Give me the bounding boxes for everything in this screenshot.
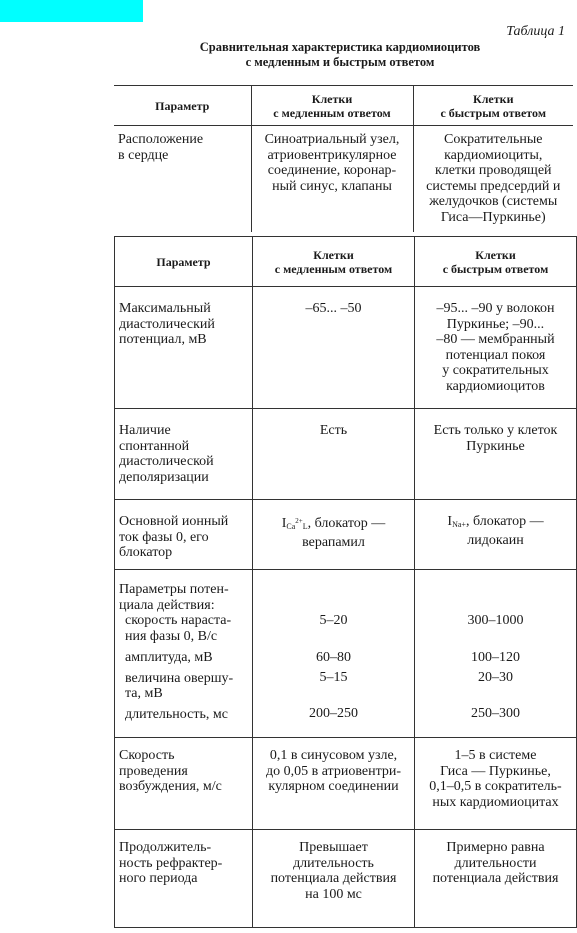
label-line: амплитуда, мВ [125,650,213,665]
location-fast-line: клетки проводящей [434,163,552,178]
table-number: Таблица 1 [506,24,565,39]
header-slow-line-2: с медленным ответом [273,105,391,120]
table-part-1 [114,85,573,232]
value-line: 0,1–0,5 в сократитель- [429,779,562,794]
header-slow-line-2: с медленным ответом [274,261,393,276]
location-label [114,126,251,232]
value-line: потенциала действия [270,871,397,886]
value-line [253,514,414,535]
label-line: Наличие [119,423,171,438]
highlight-marker [0,0,143,22]
label-line: та, мВ [125,686,163,701]
location-fast-line: желудочков (системы [429,194,558,209]
label-line: возбуждения, м/с [119,779,222,794]
value-line: Гиса — Пуркинье, [440,763,551,779]
value-line: 60–80 [316,649,351,665]
value-line: Есть только у клеток [433,423,558,438]
refractory-fast [415,830,577,928]
current-subscript: Ca [286,522,296,531]
label-line: скорость нараста- [125,613,232,628]
value-line: 5–20 [319,613,348,628]
location-fast [413,126,573,232]
table-row-max-potential [115,287,577,409]
value-line: у сократительных [442,363,549,378]
header-fast-line-1: Клетки [475,247,516,262]
value-line: на 100 мс [305,886,362,902]
value-line: Пуркинье [466,438,525,454]
value-line: Примерно равна [446,840,545,855]
location-slow-line: ный синус, клапаны [272,178,392,194]
max-potential-label [115,287,253,409]
label-line: циала действия: [119,597,215,613]
location-fast-line: системы предсердий и [426,178,561,194]
header-row [115,237,577,287]
header-param: Параметр [115,237,253,287]
table-part-2 [114,236,577,928]
action-potential-slow [253,570,415,738]
header-slow-line-1: Клетки [311,91,353,106]
spontaneous-fast [415,409,577,500]
table-row-conduction [115,738,577,830]
current-symbol: I [281,516,287,531]
conduction-label [115,738,253,830]
label-line: ность рефрактер- [119,855,223,871]
caption-line-2: с медленным и быстрым ответом [245,55,435,69]
table-row-spontaneous [115,409,577,500]
value-line: длительность [293,855,374,871]
ionic-current-fast [415,500,577,570]
refractory-label [115,830,253,928]
current-text: , блокатор — [307,516,386,531]
header-fast [415,237,577,287]
label-line: диастолический [119,316,215,332]
value-line: ных кардиомиоцитах [432,794,559,810]
label-line: ток фазы 0, его [119,529,209,545]
action-potential-label [115,570,253,738]
label-line: потенциал, мВ [119,332,207,347]
max-potential-slow: –65... –50 [253,287,415,409]
label-line: Продолжитель- [119,840,212,855]
value-line: Превышает [299,840,368,855]
value-line: кардиомиоцитов [446,378,545,394]
header-fast [413,86,573,126]
value-line: 200–250 [309,705,358,721]
refractory-slow [253,830,415,928]
value-line: верапамил [302,534,365,550]
value-line: длительности [454,855,537,871]
header-fast-line-1: Клетки [473,91,514,106]
location-slow [251,126,413,232]
conduction-fast [415,738,577,830]
max-potential-fast [415,287,577,409]
table-row-ionic-current [115,500,577,570]
current-text: , блокатор — [465,514,544,529]
spontaneous-slow: Есть [253,409,415,500]
label-line: спонтанной [119,438,190,454]
spontaneous-label [115,409,253,500]
value-line: 20–30 [478,670,513,685]
value-line [415,514,576,533]
header-row [114,86,573,126]
label-line: Максимальный [119,301,211,316]
location-fast-line: Сократительные [444,132,543,147]
label-line: ния фазы 0, В/с [125,628,218,644]
header-param: Параметр [114,86,251,126]
value-line: 300–1000 [467,613,524,628]
current-superscript: 2+ [295,517,303,525]
value-line: 1–5 в системе [454,748,537,763]
label-line: величина овершу- [125,670,234,686]
value-line: 250–300 [471,705,520,721]
location-slow-line: Синоатриальный узел, [264,132,400,147]
value-line: лидокаин [467,532,524,548]
header-slow [253,237,415,287]
caption-line-1: Сравнительная характеристика кардиомиоцитов [199,40,481,54]
label-line: Параметры потен- [119,582,229,597]
label-line: блокатор [119,545,173,560]
label-line: деполяризации [119,469,209,485]
label-line: Основной ионный [119,514,229,529]
value-line: 0,1 в синусовом узле, [269,748,398,763]
label-line: длительность, мс [125,706,228,722]
value-line: 5–15 [319,670,348,685]
location-slow-line: соединение, коронар- [267,163,397,178]
value-line: Пуркинье; –90... [446,316,545,332]
table-row-refractory [115,830,577,928]
location-label-line: в сердце [118,147,169,163]
current-subscript: L [302,522,308,531]
current-symbol: I [447,514,453,529]
location-fast-line: кардиомиоциты, [444,147,543,163]
value-line: –80 — мембранный [436,332,555,347]
location-slow-line: атриовентрикулярное [267,147,397,163]
value-line: до 0,05 в атриовентри- [265,763,402,779]
action-potential-fast [415,570,577,738]
header-slow-line-1: Клетки [313,247,354,262]
ionic-current-slow [253,500,415,570]
value-line: кулярном соединении [268,779,399,794]
table-row-action-potential [115,570,577,738]
location-label-line: Расположение [118,132,204,147]
header-slow [251,86,413,126]
location-fast-line: Гиса—Пуркинье) [440,209,546,225]
value-line: потенциал покоя [445,347,546,363]
label-line: диастолической [119,454,214,469]
conduction-slow [253,738,415,830]
header-fast-line-2: с быстрым ответом [442,261,549,276]
value-line: потенциала действия [432,871,559,886]
label-line: Скорость [119,748,175,763]
label-line: ного периода [119,871,198,886]
table-row-location [114,126,573,232]
header-fast-line-2: с быстрым ответом [440,105,546,120]
value-line: 100–120 [471,649,520,665]
ionic-current-label [115,500,253,570]
table-caption [110,40,570,70]
value-line: –95... –90 у волокон [436,301,555,316]
current-subscript: Na+ [452,520,466,529]
label-line: проведения [119,763,188,779]
